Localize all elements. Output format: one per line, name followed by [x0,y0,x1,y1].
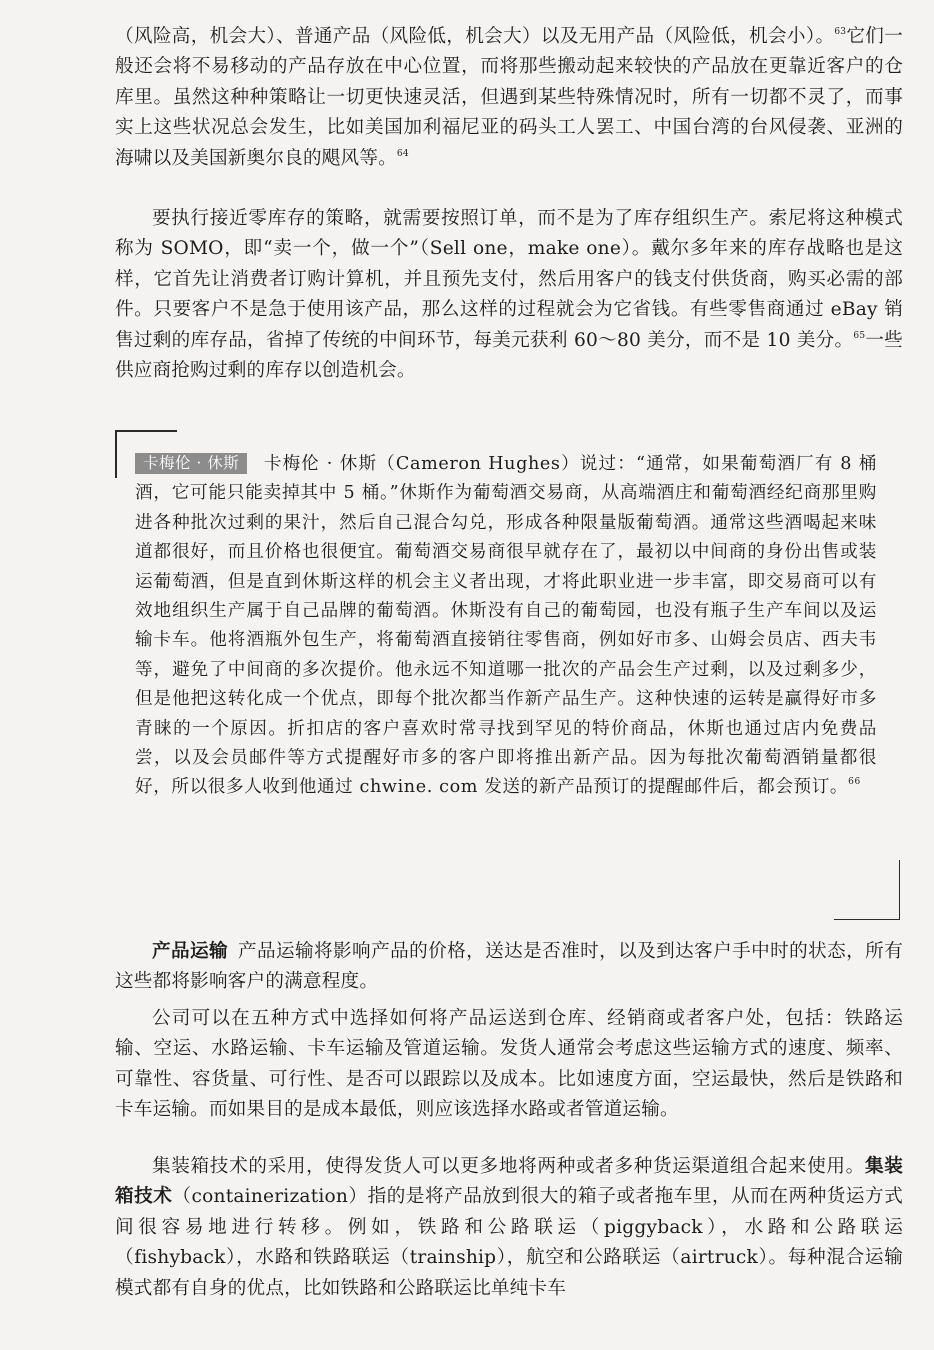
case-study-body: 卡梅伦 · 休斯（Cameron Hughes）说过：“通常，如果葡萄酒厂有 8 桶酒，它可能只能卖掉其中 5 桶。”休斯作为葡萄酒交易商，从高端酒庄和葡萄酒经纪商那里购进各种批次过剩的果汁，然后自己混合勾兑，形成各种限量版葡萄酒。通常这些酒喝起来味道都很好，而且价格也很便宜。葡萄酒交易商很早就存在了，最初以中间商的身份出售或装运葡萄酒，但是直到休斯这样的机会主义者出现，才将此职业进一步丰富，即交易商可以有效地组织生产属于自己品牌的葡萄酒。休斯没有自己的葡萄园，也没有瓶子生产车间以及运输卡车。他将酒瓶外包生产，将葡萄酒直接销往零售商，例如好市多、山姆会员店、西夫韦等，避免了中间商的多次提价。他永远不知道哪一批次的产品会生产过剩，以及过剩多少，但是他把这转化成一个优点，即每个批次都当作新产品生产。这种快速的运转是赢得好市多青睐的一个原因。折扣店的客户喜欢时常寻找到罕见的特价商品，休斯也通过店内免费品尝，以及会员邮件等方式提醒好市多的客户即将推出新产品。因为每批次葡萄酒销量都很好，所以很多人收到他通过 chwine. com 发送的新产品预订的提醒邮件后，都会预订。 [135,454,877,798]
case-study-box [115,430,900,920]
paragraph-text: 它们一般还会将不易移动的产品存放在中心位置，而将那些搬动起来较快的产品放在更靠近客户的仓库里。虽然这种种策略让一切更快速灵活，但遇到某些特殊情况时，所有一切都不灵了，而事实上这些状况总会发生，比如美国加利福尼亚的码头工人罢工、中国台湾的台风侵袭、亚洲的海啸以及美国新奥尔良的飓风等。 [115,26,904,169]
case-study-text [135,450,877,803]
paragraph-text: 公司可以在五种方式中选择如何将产品运送到仓库、经销商或者客户处，包括：铁路运输、空运、水路运输、卡车运输及管道运输。发货人通常会考虑这些运输方式的速度、频率、可靠性、容货量、可行性、是否可以跟踪以及成本。比如速度方面，空运最快，然后是铁路和卡车运输。而如果目的是成本最低，则应该选择水路或者管道运输。 [115,1008,903,1121]
paragraph-text: 集装箱技术的采用，使得发货人可以更多地将两种或者多种货运渠道组合起来使用。 [152,1156,865,1177]
paragraph-text: 要执行接近零库存的策略，就需要按照订单，而不是为了库存组织生产。索尼将这种模式称为 SOMO，即“卖一个，做一个”（Sell one，make one）。戴尔多年来的库存战略也是这样，它首先让消费者订购计算机，并且预先支付，然后用客户的钱支付供货商，购买必需的部件。只要客户不是急于使用该产品，那么这样的过程就会为它省钱。有些零售商通过 eBay 销售过剩的库存品，省掉了传统的中间环节，每美元获利 60～80 美分，而不是 10 美分。 [115,208,903,351]
paragraph-transport-modes [115,1004,903,1126]
footnote-ref[interactable]: 65 [853,330,866,341]
box-corner-bottom-right-vertical [899,860,901,920]
paragraph-text: 一些供应商抢购过剩的库存以创造机会。 [115,329,903,382]
box-corner-top-left-vertical [115,430,117,478]
paragraph-containerization [115,1152,903,1304]
case-study-badge: 卡梅伦 · 休斯 [135,453,247,474]
footnote-ref[interactable]: 63 [834,27,847,37]
paragraph-text: 产品运输将影响产品的价格，送达是否准时，以及到达客户手中时的状态，所有这些都将影响客户的满意程度。 [115,941,903,993]
footnote-ref[interactable]: 64 [396,148,409,159]
paragraph-zero-inventory [115,204,903,386]
paragraph-text: （风险高，机会大）、普通产品（风险低，机会大）以及无用产品（风险低，机会小）。 [115,26,835,47]
box-corner-bottom-right [834,919,900,921]
key-term: 集装箱技术 [115,1156,903,1208]
paragraph-text: （containerization）指的是将产品放到很大的箱子或者拖车里，从而在两种货运方式间很容易地进行转移。例如，铁路和公路联运（piggyback），水路和公路联运（fishyback），水路和铁路联运（trainship），航空和公路联运（airtruck）。每种混合运输模式都有自身的优点，比如铁路和公路联运比单纯卡车 [115,1186,903,1299]
paragraph-inventory-centers [115,22,903,174]
section-lead-heading: 产品运输 [152,941,229,962]
box-corner-top-left [115,430,177,432]
footnote-ref[interactable]: 66 [848,777,861,788]
paragraph-product-transport [115,937,903,998]
